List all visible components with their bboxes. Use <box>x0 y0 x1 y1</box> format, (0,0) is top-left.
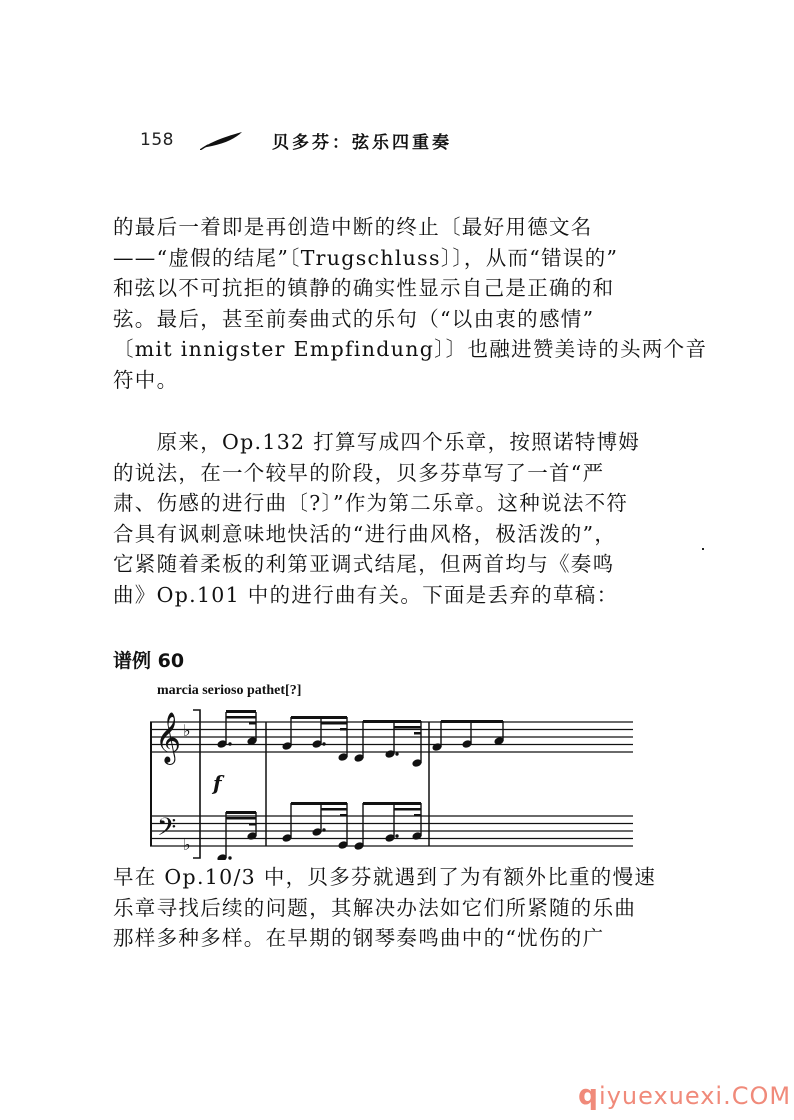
text-line: 的最后一着即是再创造中断的终止〔最好用德文名 <box>113 215 593 239</box>
svg-text:♭: ♭ <box>183 835 191 854</box>
svg-text:𝄢: 𝄢 <box>157 813 177 848</box>
text-line: 的说法，在一个较早的阶段，贝多芬草写了一首“严 <box>113 460 605 485</box>
page-header <box>140 122 452 158</box>
music-score <box>145 680 645 860</box>
text-line: 早在 Op.10/3 中，贝多芬就遇到了为有额外比重的慢速 <box>113 865 657 889</box>
svg-text:𝄞: 𝄞 <box>155 712 182 763</box>
text-line: 符中。 <box>113 367 179 392</box>
text-line: 合具有讽刺意味地快活的“进行曲风格，极活泼的”， <box>113 521 617 546</box>
text-line: 肃、伤感的进行曲〔?〕”作为第二乐章。这种说法不符 <box>113 491 629 515</box>
text-line: 曲》Op.101 中的进行曲有关。下面是丢弃的草稿： <box>113 582 619 607</box>
running-title: 贝多芬：弦乐四重奏 <box>271 132 452 153</box>
text-line: 〔mit innigster Empfindung〕〕也融进赞美诗的头两个音 <box>113 337 708 361</box>
text-line: 乐章寻找后续的问题，其解决办法如它们所紧随的乐曲 <box>113 895 637 920</box>
site-watermark <box>578 1078 791 1111</box>
text-line: 那样多种多样。在早期的钢琴奏鸣曲中的“忧伤的广 <box>113 926 605 950</box>
quill-icon <box>200 130 244 150</box>
svg-text:f: f <box>213 771 222 795</box>
scan-speck <box>702 548 704 550</box>
svg-text:♭: ♭ <box>183 721 191 740</box>
staff-notation <box>145 680 645 860</box>
text-line: 原来，Op.132 打算写成四个乐章，按照诺特博姆 <box>113 430 641 454</box>
watermark-logo-q: q <box>578 1078 600 1111</box>
body-paragraph-1 <box>113 212 708 395</box>
text-line: 和弦以不可抗拒的镇静的确实性显示自己是正确的和 <box>113 276 615 300</box>
page-number: 158 <box>140 130 174 150</box>
tempo-marking: marcia serioso pathet[?] <box>157 683 302 698</box>
watermark-text: iyuexuexi.COM <box>599 1082 792 1110</box>
body-paragraph-3 <box>113 862 685 954</box>
body-paragraph-2 <box>113 427 685 610</box>
text-line: ——“虚假的结尾”〔Trugschluss〕〕，从而“错误的” <box>113 245 619 270</box>
music-example-label: 谱例 60 <box>113 650 185 672</box>
text-line: 弦。最后，甚至前奏曲式的乐句（“以由衷的感情” <box>113 306 595 331</box>
text-line: 它紧随着柔板的利第亚调式结尾，但两首均与《奏鸣 <box>113 552 615 576</box>
